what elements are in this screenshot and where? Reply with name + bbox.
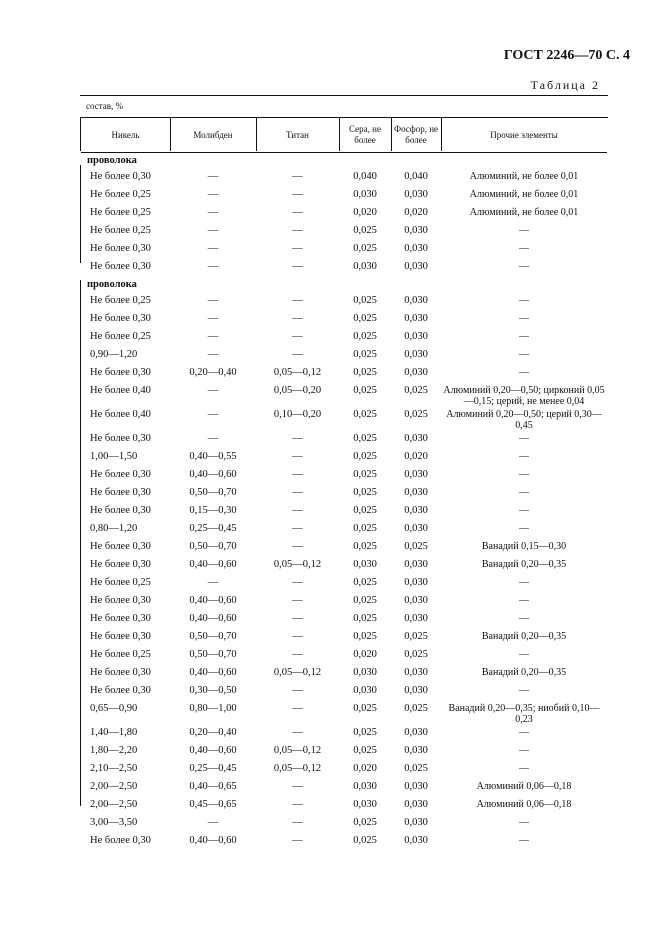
- cell-nickel: Не более 0,25: [90, 225, 151, 236]
- cell-molybdenum: —: [207, 817, 219, 828]
- table-row: [81, 629, 607, 647]
- cell-sulfur: 0,040: [353, 171, 377, 182]
- table-row: [81, 205, 607, 223]
- cell-sulfur: 0,030: [353, 799, 377, 810]
- cell-nickel: Не более 0,40: [90, 385, 151, 396]
- cell-titanium: 0,05—0,12: [273, 367, 322, 378]
- table-row: [81, 365, 607, 383]
- cell-other: —: [519, 367, 529, 378]
- cell-nickel: Не более 0,40: [90, 409, 151, 420]
- cell-molybdenum: —: [207, 295, 219, 306]
- cell-phosphorus: 0,030: [404, 745, 428, 756]
- cell-nickel: Не более 0,30: [90, 631, 151, 642]
- cell-molybdenum: —: [207, 243, 219, 254]
- cell-sulfur: 0,020: [353, 207, 377, 218]
- cell-phosphorus: 0,030: [404, 225, 428, 236]
- cell-sulfur: 0,025: [353, 409, 377, 420]
- cell-other: —: [519, 685, 529, 696]
- cell-sulfur: 0,025: [353, 385, 377, 396]
- table-row: [81, 521, 607, 539]
- cell-phosphorus: 0,030: [404, 727, 428, 738]
- cell-other: —: [519, 817, 529, 828]
- cell-molybdenum: 0,40—0,55: [189, 451, 237, 462]
- cell-other: —: [519, 727, 529, 738]
- cell-nickel: 0,90—1,20: [90, 349, 138, 360]
- cell-other: Ванадий 0,20—0,35; ниобий 0,10—0,23: [448, 703, 600, 725]
- cell-other: Алюминий, не более 0,01: [469, 171, 579, 182]
- cell-nickel: 1,00—1,50: [90, 451, 138, 462]
- cell-nickel: Не более 0,30: [90, 367, 151, 378]
- cell-phosphorus: 0,020: [404, 207, 428, 218]
- cell-nickel: Не более 0,30: [90, 613, 151, 624]
- cell-titanium: 0,05—0,12: [273, 763, 322, 774]
- cell-phosphorus: 0,040: [404, 171, 428, 182]
- cell-phosphorus: 0,030: [404, 781, 428, 792]
- cell-titanium: —: [292, 261, 303, 272]
- table-row: [81, 647, 607, 665]
- cell-phosphorus: 0,030: [404, 577, 428, 588]
- table-row: [81, 241, 607, 259]
- cell-phosphorus: 0,030: [404, 349, 428, 360]
- cell-molybdenum: 0,25—0,45: [189, 763, 237, 774]
- cell-other: Алюминий, не более 0,01: [469, 207, 579, 218]
- cell-sulfur: 0,025: [353, 295, 377, 306]
- cell-titanium: 0,05—0,12: [273, 667, 322, 678]
- cell-molybdenum: —: [207, 171, 219, 182]
- cell-nickel: 0,65—0,90: [90, 703, 138, 714]
- cell-nickel: 2,00—2,50: [90, 799, 138, 810]
- cell-molybdenum: 0,40—0,60: [189, 745, 237, 756]
- cell-titanium: —: [292, 505, 303, 516]
- section-label: проволока: [87, 279, 137, 290]
- cell-phosphorus: 0,030: [404, 595, 428, 606]
- cell-other: —: [519, 523, 529, 534]
- composition-table: [81, 118, 607, 851]
- cell-titanium: —: [292, 781, 303, 792]
- cell-phosphorus: 0,030: [404, 799, 428, 810]
- cell-molybdenum: 0,20—0,40: [189, 367, 237, 378]
- cell-nickel: Не более 0,30: [90, 261, 151, 272]
- cell-phosphorus: 0,030: [404, 331, 428, 342]
- cell-sulfur: 0,025: [353, 835, 377, 846]
- cell-phosphorus: 0,030: [404, 559, 428, 570]
- cell-molybdenum: —: [207, 577, 219, 588]
- cell-phosphorus: 0,030: [404, 433, 428, 444]
- cell-other: —: [519, 835, 529, 846]
- cell-other: —: [519, 487, 529, 498]
- table-row: [81, 761, 607, 779]
- cell-nickel: Не более 0,30: [90, 559, 151, 570]
- cell-titanium: —: [292, 541, 303, 552]
- cell-nickel: Не более 0,30: [90, 433, 151, 444]
- cell-molybdenum: —: [207, 313, 219, 324]
- cell-nickel: Не более 0,30: [90, 667, 151, 678]
- table-body: [81, 153, 607, 852]
- col-header-nickel: Никель: [81, 118, 170, 153]
- cell-other: Алюминий 0,06—0,18: [476, 781, 572, 792]
- table-label: Таблица 2: [530, 78, 600, 92]
- table-row: [81, 593, 607, 611]
- cell-nickel: Не более 0,30: [90, 685, 151, 696]
- cell-molybdenum: 0,45—0,65: [189, 799, 237, 810]
- table-row: [81, 383, 607, 407]
- cell-titanium: —: [292, 225, 303, 236]
- cell-sulfur: 0,025: [353, 313, 377, 324]
- cell-other: —: [519, 295, 529, 306]
- cell-nickel: Не более 0,30: [90, 313, 151, 324]
- cell-titanium: 0,10—0,20: [273, 409, 322, 420]
- section-label: проволока: [87, 155, 137, 166]
- cell-phosphorus: 0,025: [404, 631, 428, 642]
- cell-sulfur: 0,030: [353, 189, 377, 200]
- cell-phosphorus: 0,025: [404, 385, 428, 396]
- table-caption: состав, %: [86, 101, 123, 111]
- cell-nickel: Не более 0,30: [90, 505, 151, 516]
- cell-sulfur: 0,025: [353, 613, 377, 624]
- cell-sulfur: 0,030: [353, 667, 377, 678]
- cell-phosphorus: 0,030: [404, 261, 428, 272]
- table-row: [81, 503, 607, 521]
- cell-nickel: 2,00—2,50: [90, 781, 138, 792]
- cell-sulfur: 0,025: [353, 367, 377, 378]
- cell-sulfur: 0,030: [353, 261, 377, 272]
- cell-phosphorus: 0,030: [404, 295, 428, 306]
- cell-nickel: Не более 0,30: [90, 243, 151, 254]
- cell-molybdenum: —: [207, 225, 219, 236]
- cell-molybdenum: 0,30—0,50: [189, 685, 237, 696]
- cell-phosphorus: 0,025: [404, 541, 428, 552]
- table-row: [81, 725, 607, 743]
- cell-sulfur: 0,020: [353, 763, 377, 774]
- table-row: [81, 557, 607, 575]
- table-row: [81, 347, 607, 365]
- cell-other: —: [519, 745, 529, 756]
- table-row: [81, 539, 607, 557]
- cell-nickel: Не более 0,25: [90, 189, 151, 200]
- cell-titanium: 0,05—0,12: [273, 745, 322, 756]
- col-header-sulfur: Сера, не более: [339, 118, 391, 153]
- table-row: [81, 223, 607, 241]
- table-row: [81, 683, 607, 701]
- cell-titanium: —: [292, 685, 303, 696]
- table-row: [81, 575, 607, 593]
- cell-titanium: —: [292, 433, 303, 444]
- cell-nickel: Не более 0,30: [90, 171, 151, 182]
- table-row: [81, 259, 607, 277]
- cell-titanium: —: [292, 631, 303, 642]
- cell-other: —: [519, 577, 529, 588]
- cell-other: —: [519, 469, 529, 480]
- cell-molybdenum: 0,40—0,60: [189, 469, 237, 480]
- cell-other: —: [519, 313, 529, 324]
- cell-titanium: 0,05—0,12: [273, 559, 322, 570]
- col-header-other-elements: Прочие элементы: [441, 118, 607, 153]
- page-header: ГОСТ 2246—70 С. 4: [503, 48, 630, 63]
- cell-nickel: 2,10—2,50: [90, 763, 138, 774]
- cell-molybdenum: 0,40—0,65: [189, 781, 237, 792]
- cell-molybdenum: 0,40—0,60: [189, 835, 237, 846]
- cell-nickel: 1,40—1,80: [90, 727, 138, 738]
- cell-molybdenum: 0,25—0,45: [189, 523, 237, 534]
- cell-sulfur: 0,025: [353, 541, 377, 552]
- cell-other: —: [519, 505, 529, 516]
- cell-molybdenum: 0,50—0,70: [189, 487, 237, 498]
- table-row: [81, 169, 607, 187]
- cell-phosphorus: 0,030: [404, 685, 428, 696]
- cell-sulfur: 0,025: [353, 595, 377, 606]
- cell-phosphorus: 0,025: [404, 649, 428, 660]
- cell-titanium: —: [292, 613, 303, 624]
- cell-sulfur: 0,025: [353, 577, 377, 588]
- cell-molybdenum: 0,20—0,40: [189, 727, 237, 738]
- cell-other: Ванадий 0,20—0,35: [481, 667, 567, 678]
- cell-titanium: —: [292, 835, 303, 846]
- cell-sulfur: 0,025: [353, 727, 377, 738]
- cell-molybdenum: —: [207, 409, 219, 420]
- cell-titanium: —: [292, 817, 303, 828]
- cell-other: —: [519, 649, 529, 660]
- cell-nickel: 0,80—1,20: [90, 523, 138, 534]
- cell-titanium: —: [292, 469, 303, 480]
- cell-molybdenum: 0,50—0,70: [189, 631, 237, 642]
- cell-other: —: [519, 243, 529, 254]
- cell-phosphorus: 0,030: [404, 243, 428, 254]
- cell-titanium: —: [292, 171, 303, 182]
- top-rule: [80, 95, 608, 96]
- cell-other: Алюминий 0,06—0,18: [476, 799, 572, 810]
- cell-nickel: Не более 0,25: [90, 331, 151, 342]
- cell-sulfur: 0,030: [353, 685, 377, 696]
- cell-other: —: [519, 433, 529, 444]
- cell-phosphorus: 0,030: [404, 189, 428, 200]
- cell-nickel: Не более 0,25: [90, 207, 151, 218]
- cell-sulfur: 0,025: [353, 433, 377, 444]
- cell-titanium: —: [292, 331, 303, 342]
- cell-molybdenum: 0,15—0,30: [189, 505, 237, 516]
- cell-titanium: —: [292, 295, 303, 306]
- cell-other: Ванадий 0,20—0,35: [481, 631, 567, 642]
- cell-titanium: —: [292, 523, 303, 534]
- cell-nickel: Не более 0,25: [90, 577, 151, 588]
- cell-sulfur: 0,025: [353, 505, 377, 516]
- col-header-phosphorus: Фосфор, не более: [391, 118, 441, 153]
- cell-titanium: —: [292, 595, 303, 606]
- cell-molybdenum: —: [207, 189, 219, 200]
- table-row: [81, 329, 607, 347]
- cell-other: Алюминий 0,20—0,50; церий 0,30—0,45: [446, 409, 602, 431]
- table-row: [81, 701, 607, 725]
- cell-other: —: [519, 225, 529, 236]
- cell-sulfur: 0,025: [353, 817, 377, 828]
- cell-phosphorus: 0,030: [404, 667, 428, 678]
- cell-phosphorus: 0,030: [404, 505, 428, 516]
- cell-phosphorus: 0,025: [404, 763, 428, 774]
- cell-sulfur: 0,025: [353, 451, 377, 462]
- cell-sulfur: 0,025: [353, 349, 377, 360]
- cell-molybdenum: —: [207, 349, 219, 360]
- table-row: [81, 431, 607, 449]
- cell-molybdenum: —: [207, 261, 219, 272]
- cell-phosphorus: 0,025: [404, 703, 428, 714]
- cell-other: —: [519, 261, 529, 272]
- cell-titanium: —: [292, 577, 303, 588]
- cell-sulfur: 0,025: [353, 631, 377, 642]
- cell-molybdenum: —: [207, 207, 219, 218]
- cell-molybdenum: 0,80—1,00: [189, 703, 237, 714]
- cell-molybdenum: 0,50—0,70: [189, 649, 237, 660]
- cell-titanium: —: [292, 727, 303, 738]
- cell-titanium: —: [292, 649, 303, 660]
- cell-phosphorus: 0,030: [404, 523, 428, 534]
- cell-molybdenum: 0,40—0,60: [189, 559, 237, 570]
- cell-phosphorus: 0,030: [404, 487, 428, 498]
- cell-other: —: [519, 349, 529, 360]
- cell-other: —: [519, 451, 529, 462]
- section-row: [81, 277, 607, 293]
- cell-titanium: —: [292, 703, 303, 714]
- cell-nickel: Не более 0,30: [90, 541, 151, 552]
- cell-nickel: Не более 0,25: [90, 295, 151, 306]
- cell-sulfur: 0,025: [353, 243, 377, 254]
- cell-sulfur: 0,025: [353, 523, 377, 534]
- cell-titanium: —: [292, 799, 303, 810]
- table-header-row: [81, 118, 607, 153]
- cell-sulfur: 0,025: [353, 225, 377, 236]
- cell-phosphorus: 0,020: [404, 451, 428, 462]
- cell-sulfur: 0,030: [353, 559, 377, 570]
- cell-phosphorus: 0,030: [404, 313, 428, 324]
- cell-molybdenum: 0,50—0,70: [189, 541, 237, 552]
- cell-nickel: Не более 0,30: [90, 595, 151, 606]
- cell-other: Ванадий 0,20—0,35: [481, 559, 567, 570]
- cell-nickel: Не более 0,30: [90, 835, 151, 846]
- col-header-titanium: Титан: [256, 118, 339, 153]
- cell-titanium: —: [292, 189, 303, 200]
- cell-phosphorus: 0,025: [404, 409, 428, 420]
- table-row: [81, 187, 607, 205]
- cell-phosphorus: 0,030: [404, 613, 428, 624]
- cell-molybdenum: 0,40—0,60: [189, 613, 237, 624]
- table-row: [81, 743, 607, 761]
- table-row: [81, 797, 607, 815]
- table-row: [81, 467, 607, 485]
- cell-sulfur: 0,025: [353, 703, 377, 714]
- cell-molybdenum: 0,40—0,60: [189, 595, 237, 606]
- cell-phosphorus: 0,030: [404, 469, 428, 480]
- cell-nickel: Не более 0,30: [90, 469, 151, 480]
- cell-other: Ванадий 0,15—0,30: [481, 541, 567, 552]
- cell-nickel: 3,00—3,50: [90, 817, 138, 828]
- cell-titanium: —: [292, 349, 303, 360]
- cell-sulfur: 0,025: [353, 745, 377, 756]
- cell-titanium: —: [292, 207, 303, 218]
- section-row: [81, 153, 607, 170]
- cell-sulfur: 0,020: [353, 649, 377, 660]
- table-row: [81, 311, 607, 329]
- table-row: [81, 833, 607, 851]
- cell-phosphorus: 0,030: [404, 835, 428, 846]
- table-row: [81, 779, 607, 797]
- cell-sulfur: 0,030: [353, 781, 377, 792]
- cell-phosphorus: 0,030: [404, 367, 428, 378]
- cell-titanium: —: [292, 451, 303, 462]
- cell-sulfur: 0,025: [353, 331, 377, 342]
- cell-titanium: 0,05—0,20: [273, 385, 322, 396]
- cell-molybdenum: 0,40—0,60: [189, 667, 237, 678]
- cell-other: Алюминий 0,20—0,50; цирконий 0,05—0,15; церий, не менее 0,04: [443, 385, 605, 407]
- cell-sulfur: 0,025: [353, 487, 377, 498]
- cell-other: —: [519, 595, 529, 606]
- cell-titanium: —: [292, 313, 303, 324]
- col-header-molybdenum: Молибден: [170, 118, 256, 153]
- cell-sulfur: 0,025: [353, 469, 377, 480]
- table-row: [81, 815, 607, 833]
- table-row: [81, 665, 607, 683]
- cell-titanium: —: [292, 243, 303, 254]
- cell-nickel: Не более 0,25: [90, 649, 151, 660]
- table-row: [81, 407, 607, 431]
- cell-other: —: [519, 763, 529, 774]
- cell-other: —: [519, 331, 529, 342]
- cell-nickel: 1,80—2,20: [90, 745, 138, 756]
- table-row: [81, 449, 607, 467]
- table-row: [81, 485, 607, 503]
- table-row: [81, 293, 607, 311]
- table-row: [81, 611, 607, 629]
- cell-molybdenum: —: [207, 385, 219, 396]
- cell-other: —: [519, 613, 529, 624]
- cell-titanium: —: [292, 487, 303, 498]
- cell-molybdenum: —: [207, 331, 219, 342]
- cell-phosphorus: 0,030: [404, 817, 428, 828]
- cell-nickel: Не более 0,30: [90, 487, 151, 498]
- cell-molybdenum: —: [207, 433, 219, 444]
- cell-other: Алюминий, не более 0,01: [469, 189, 579, 200]
